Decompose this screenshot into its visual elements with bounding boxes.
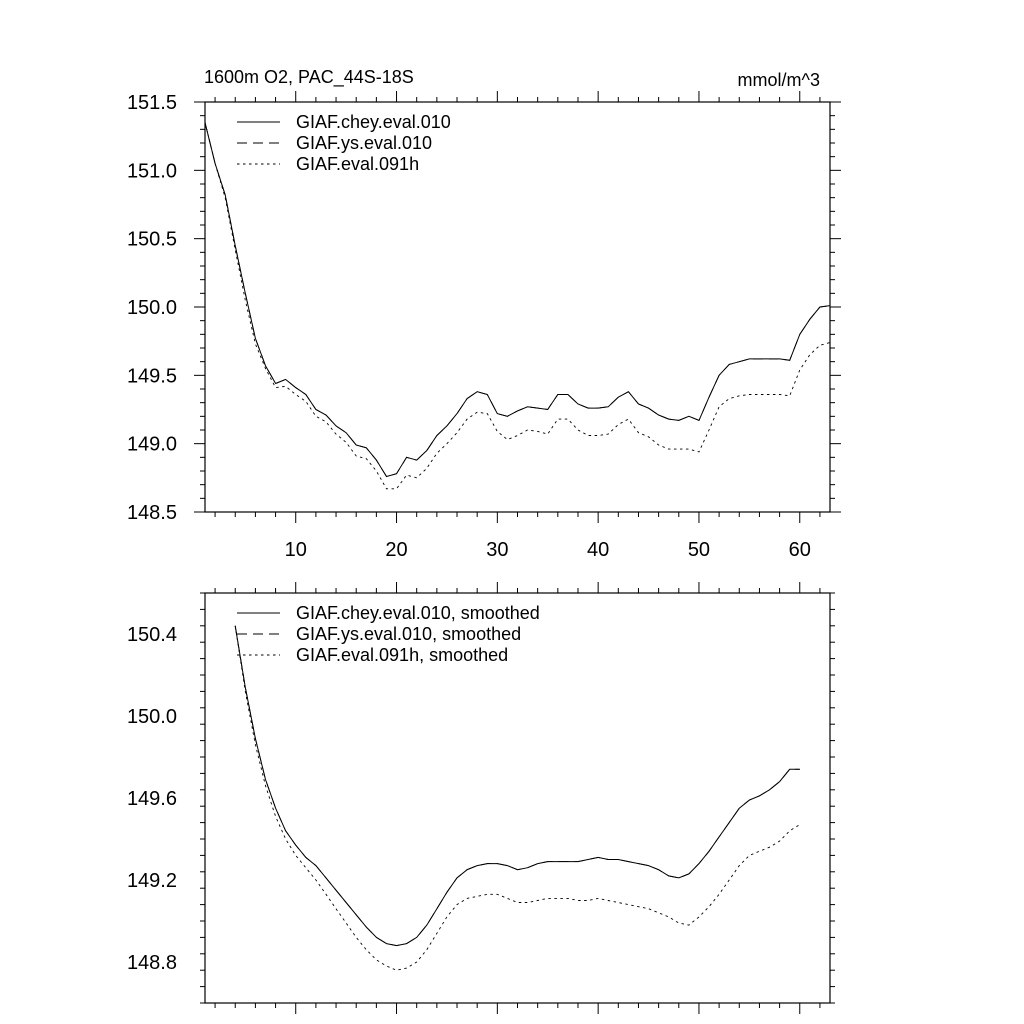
x-tick-label: 40 bbox=[587, 539, 610, 561]
series-line-dotted bbox=[205, 123, 830, 489]
y-tick-label: 150.0 bbox=[126, 297, 177, 319]
legend-entry-label: GIAF.eval.091h bbox=[296, 154, 420, 174]
y-tick-label: 149.5 bbox=[126, 365, 177, 388]
y-tick-label: 151.0 bbox=[126, 160, 177, 183]
x-tick-label: 60 bbox=[788, 539, 811, 561]
bottom-panel bbox=[127, 582, 835, 1014]
series-line-dashed bbox=[205, 123, 830, 477]
series-line-dotted bbox=[235, 626, 800, 970]
y-tick-label: 150.0 bbox=[126, 706, 177, 728]
x-tick-label: 50 bbox=[687, 539, 711, 561]
y-tick-label: 148.5 bbox=[126, 502, 177, 524]
series-line-solid bbox=[205, 123, 830, 477]
y-tick-label: 149.2 bbox=[126, 870, 177, 892]
y-tick-label: 151.5 bbox=[126, 92, 177, 114]
series-line-solid bbox=[235, 626, 800, 946]
series-line-dashed bbox=[235, 626, 800, 946]
legend-entry-label: GIAF.ys.eval.010 bbox=[296, 133, 433, 153]
legend-entry-label: GIAF.eval.091h, smoothed bbox=[296, 645, 509, 665]
x-tick-label: 20 bbox=[385, 539, 408, 561]
y-tick-label: 149.6 bbox=[126, 788, 177, 810]
x-tick-label: 10 bbox=[284, 539, 307, 561]
legend-entry-label: GIAF.ys.eval.010, smoothed bbox=[296, 624, 522, 644]
legend-entry-label: GIAF.chey.eval.010, smoothed bbox=[296, 603, 540, 623]
chart-title-left: 1600m O2, PAC_44S-18S bbox=[204, 67, 414, 87]
legend-entry-label: GIAF.chey.eval.010 bbox=[296, 112, 451, 132]
y-tick-label: 150.5 bbox=[126, 228, 177, 251]
y-tick-label: 148.8 bbox=[126, 952, 177, 974]
y-tick-label: 149.0 bbox=[126, 433, 177, 456]
y-tick-label: 150.4 bbox=[126, 624, 177, 646]
top-panel bbox=[127, 67, 841, 561]
x-tick-label: 30 bbox=[486, 539, 509, 561]
chart-units-label: mmol/m^3 bbox=[737, 70, 820, 90]
